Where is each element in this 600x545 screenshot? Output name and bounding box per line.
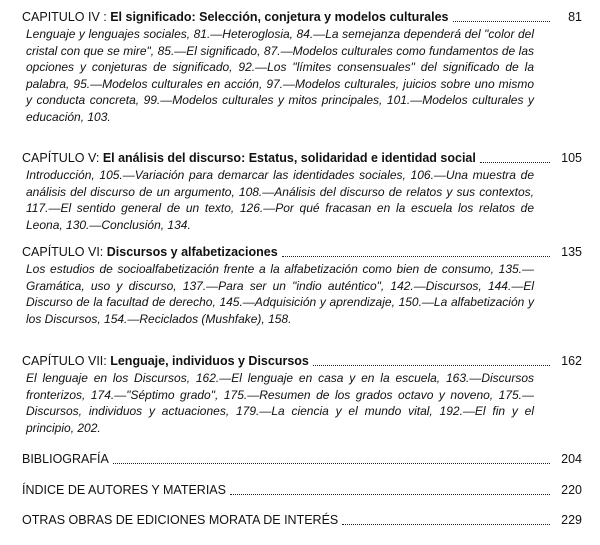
dot-leader [453, 21, 550, 22]
dot-leader [342, 524, 550, 525]
toc-entry-chapter-6 [22, 244, 582, 327]
dot-leader [313, 365, 550, 366]
chapter-label: CAPÍTULO VII: [22, 354, 111, 368]
toc-heading [22, 353, 582, 370]
page-number: 229 [561, 513, 582, 527]
page-number: 220 [561, 483, 582, 497]
toc-heading [22, 150, 582, 167]
chapter-description: Los estudios de socioalfabetización frente a la alfabetización como bien de consumo, 135.—Gramática, uso y discurso, 137.—Para ser un "indio auténtico", 142.—Discursos, 144.—El Discurso de la facultad de derecho, 145.—Adquisición y aprendizaje, 150.—La alfabetización y los Discursos, 154.—Reciclados (Mushfake), 158. [26, 262, 534, 326]
chapter-title: El análisis del discurso: Estatus, solidaridad e identidad social [102, 151, 476, 165]
toc-heading [22, 451, 582, 468]
chapter-title: Lenguaje, individuos y Discursos [110, 354, 309, 368]
dot-leader [230, 494, 550, 495]
chapter-label: CAPITULO IV : [22, 10, 111, 24]
page-number: 204 [561, 452, 582, 466]
dot-leader [480, 162, 550, 163]
entry-label: BIBLIOGRAFÍA [22, 452, 109, 466]
entry-label: ÍNDICE DE AUTORES Y MATERIAS [22, 483, 226, 497]
dot-leader [282, 256, 550, 257]
toc-entry-chapter-4 [22, 9, 582, 125]
toc-heading [22, 244, 582, 261]
chapter-title: El significado: Selección, conjetura y modelos culturales [110, 10, 449, 24]
chapter-label: CAPÍTULO V: [22, 151, 103, 165]
page-number: 162 [561, 354, 582, 368]
chapter-label: CAPÍTULO VI: [22, 245, 107, 259]
toc-heading [22, 482, 582, 499]
toc-entry-chapter-5 [22, 150, 582, 233]
toc-heading [22, 9, 582, 26]
page-number: 105 [561, 151, 582, 165]
toc-entry-bibliography [22, 451, 582, 468]
entry-label: OTRAS OBRAS DE EDICIONES MORATA DE INTERÉS [22, 513, 339, 527]
chapter-title: Discursos y alfabetizaciones [106, 245, 278, 259]
chapter-description: El lenguaje en los Discursos, 162.—El lenguaje en casa y en la escuela, 163.—Discursos fronterizos, 174.—"Séptimo grado", 175.—Resumen de los grados octavo y noveno, 175.—Discursos, individuos y actuaciones, 179.—La ciencia y el mundo vital, 192.—El fin y el principio, 202. [26, 371, 534, 435]
toc-entry-other-works [22, 512, 582, 529]
toc-entry-chapter-7 [22, 353, 582, 436]
chapter-description: Lenguaje y lenguajes sociales, 81.—Heteroglosia, 84.—La semejanza dependerá del "color del cristal con que se mire", 85.—El significado, 87.—Modelos culturales como fundamentos de las opciones y conjeturas de significado, 92.—Los "límites consensuales" del significado de la palabra, 95.—Modelos culturales en acción, 97.—Modelos culturales, juicios sobre uno mismo y conducta concreta, 99.—Modelos culturales y mitos principales, 101.—Modelos culturales y educación, 103. [26, 27, 534, 124]
toc-entry-index [22, 482, 582, 499]
dot-leader [113, 463, 550, 464]
toc-heading [22, 512, 582, 529]
chapter-description: Introducción, 105.—Variación para demarcar las identidades sociales, 106.—Una muestra de análisis del discurso de un argumento, 108.—Análisis del discurso de relatos y sus contextos, 117.—El sentido general de un texto, 126.—Por qué fracasan en la escuela los relatos de Leona, 130.—Conclusión, 134. [26, 168, 534, 232]
page-number: 135 [561, 245, 582, 259]
page-number: 81 [568, 10, 582, 24]
